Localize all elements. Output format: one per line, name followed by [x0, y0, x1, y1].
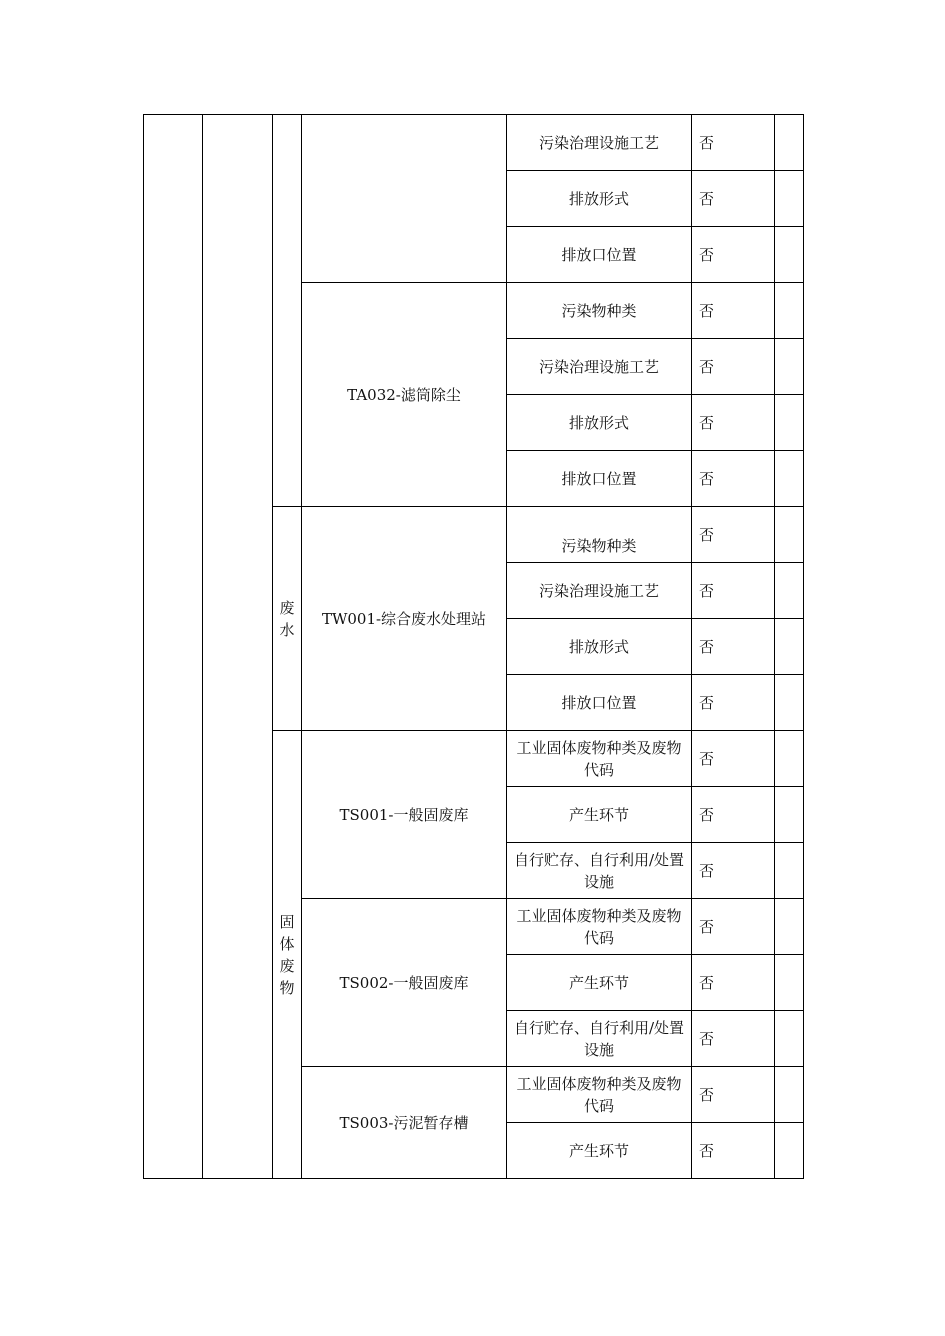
blank-cell-last [775, 1011, 804, 1067]
blank-cell-last [775, 339, 804, 395]
blank-cell-last [775, 227, 804, 283]
value-cell: 否 [692, 283, 775, 339]
value-cell: 否 [692, 339, 775, 395]
value-cell: 否 [692, 563, 775, 619]
value-cell: 否 [692, 619, 775, 675]
item-cell: 排放口位置 [507, 227, 692, 283]
blank-cell-last [775, 115, 804, 171]
item-cell: 自行贮存、自行利用/处置设施 [507, 843, 692, 899]
facility-cell-previous [302, 115, 507, 283]
item-cell: 产生环节 [507, 1123, 692, 1179]
blank-cell-last [775, 563, 804, 619]
permit-info-table [143, 114, 804, 1179]
value-cell: 否 [692, 843, 775, 899]
value-cell: 否 [692, 1123, 775, 1179]
value-cell: 否 [692, 507, 775, 563]
blank-cell-last [775, 675, 804, 731]
item-cell: 工业固体废物种类及废物代码 [507, 1067, 692, 1123]
value-cell: 否 [692, 115, 775, 171]
blank-cell-col2 [203, 115, 273, 1179]
item-cell: 工业固体废物种类及废物代码 [507, 899, 692, 955]
item-cell: 产生环节 [507, 787, 692, 843]
category-cell-exhaust [273, 115, 302, 507]
category-cell-wastewater [273, 507, 302, 731]
blank-cell-last [775, 1123, 804, 1179]
value-cell: 否 [692, 955, 775, 1011]
item-cell: 排放形式 [507, 171, 692, 227]
blank-cell-last [775, 899, 804, 955]
item-cell: 污染治理设施工艺 [507, 339, 692, 395]
blank-cell-last [775, 955, 804, 1011]
blank-cell-last [775, 619, 804, 675]
item-cell: 工业固体废物种类及废物代码 [507, 731, 692, 787]
value-cell: 否 [692, 787, 775, 843]
value-cell: 否 [692, 395, 775, 451]
blank-cell-last [775, 395, 804, 451]
blank-cell-last [775, 731, 804, 787]
value-cell: 否 [692, 1011, 775, 1067]
value-cell: 否 [692, 1067, 775, 1123]
item-cell: 污染治理设施工艺 [507, 115, 692, 171]
item-cell: 排放口位置 [507, 451, 692, 507]
value-cell: 否 [692, 171, 775, 227]
item-label: 污染物种类 [561, 536, 637, 555]
blank-cell-last [775, 171, 804, 227]
value-cell: 否 [692, 899, 775, 955]
value-cell: 否 [692, 227, 775, 283]
blank-cell-last [775, 843, 804, 899]
category-cell-solid-waste [273, 731, 302, 1179]
facility-cell-ts003: TS003-污泥暂存槽 [302, 1067, 507, 1179]
facility-cell-ta032: TA032-滤筒除尘 [302, 283, 507, 507]
value-cell: 否 [692, 675, 775, 731]
blank-cell-last [775, 507, 804, 563]
item-cell: 排放口位置 [507, 675, 692, 731]
item-cell: 排放形式 [507, 619, 692, 675]
facility-cell-ts002: TS002-一般固废库 [302, 899, 507, 1067]
table-row [144, 115, 804, 171]
blank-cell-last [775, 787, 804, 843]
category-label: 废水 [279, 598, 295, 639]
item-cell: 污染治理设施工艺 [507, 563, 692, 619]
item-cell: 污染物种类 [507, 283, 692, 339]
facility-cell-tw001: TW001-综合废水处理站 [302, 507, 507, 731]
item-cell [507, 507, 692, 563]
value-cell: 否 [692, 451, 775, 507]
blank-cell-last [775, 283, 804, 339]
item-cell: 产生环节 [507, 955, 692, 1011]
item-cell: 自行贮存、自行利用/处置设施 [507, 1011, 692, 1067]
item-cell: 排放形式 [507, 395, 692, 451]
blank-cell-col1 [144, 115, 203, 1179]
blank-cell-last [775, 1067, 804, 1123]
blank-cell-last [775, 451, 804, 507]
value-cell: 否 [692, 731, 775, 787]
category-label: 固体废物 [279, 912, 295, 997]
facility-cell-ts001: TS001-一般固废库 [302, 731, 507, 899]
